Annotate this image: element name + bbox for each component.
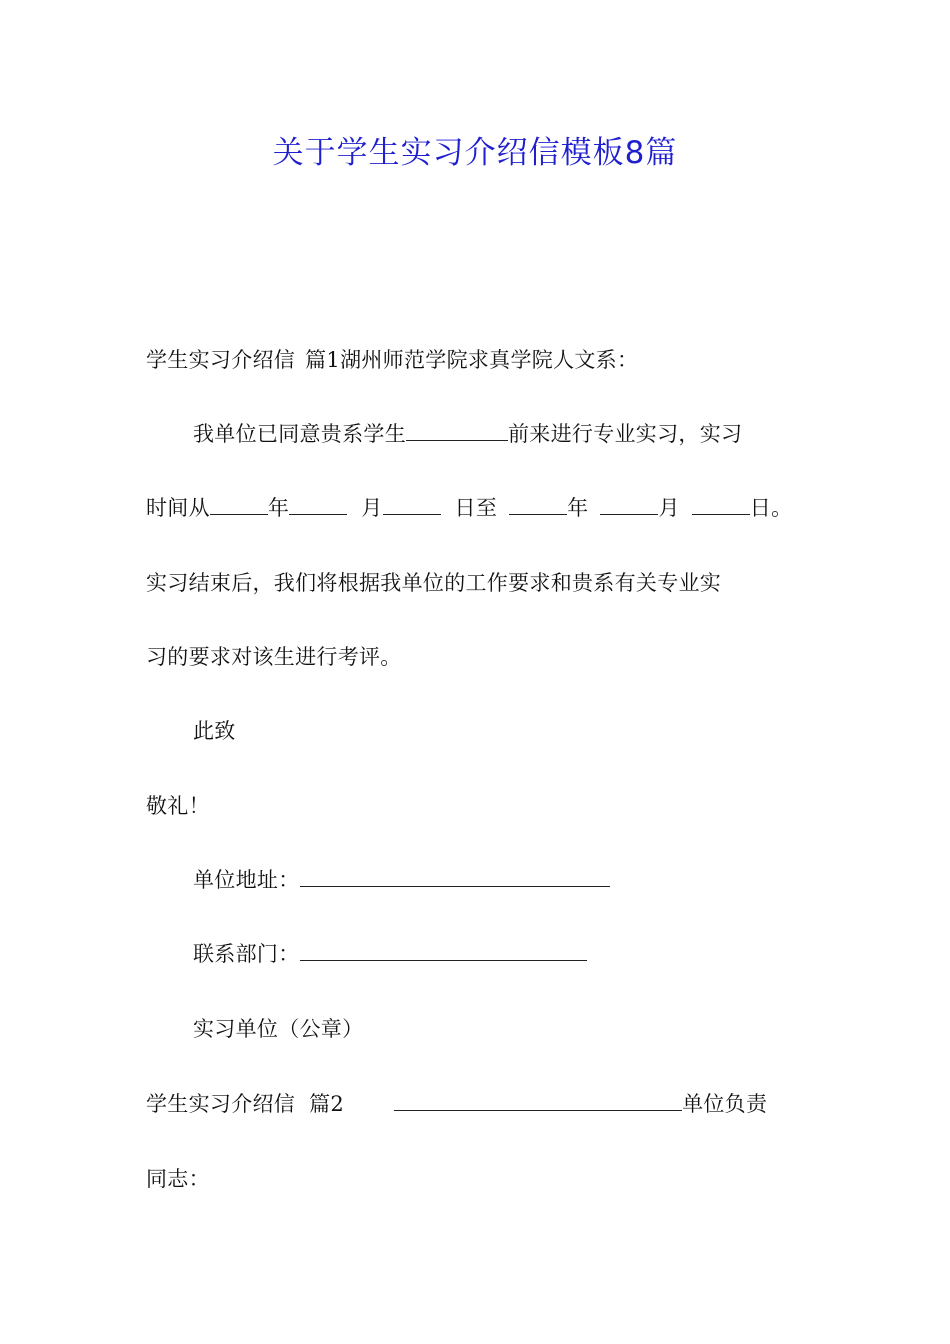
letter2-heading: 学生实习介绍信 xyxy=(146,1092,296,1116)
letter1-heading: 学生实习介绍信 xyxy=(146,348,296,372)
start-month-blank xyxy=(289,494,347,515)
closing-salute: 敬礼！ xyxy=(146,794,210,818)
month-label: 月 xyxy=(658,496,680,520)
closing-greeting: 此致 xyxy=(193,719,236,743)
letter1-body-line1 xyxy=(193,418,742,450)
address-label: 单位地址： xyxy=(193,868,300,892)
letter1-body-line2 xyxy=(146,492,792,524)
day-end-label: 日。 xyxy=(749,496,793,520)
address-line xyxy=(193,864,610,896)
seal-line: 实习单位（公章） xyxy=(193,1017,364,1041)
month-label: 月 xyxy=(361,496,383,520)
student-name-blank xyxy=(406,420,508,441)
letter1-recipient: 湖州师范学院求真学院人文系： xyxy=(340,348,639,372)
unit-name-blank xyxy=(394,1090,682,1111)
department-blank xyxy=(300,940,587,961)
end-day-blank xyxy=(692,494,750,515)
start-year-blank xyxy=(210,494,268,515)
year-label: 年 xyxy=(567,496,589,520)
letter2-after-blank: 单位负责 xyxy=(682,1092,768,1116)
start-day-blank xyxy=(383,494,441,515)
letter1-body-line4: 习的要求对该生进行考评。 xyxy=(146,645,402,669)
body-text: 前来进行专业实习，实习 xyxy=(508,422,743,446)
body-text: 我单位已同意贵系学生 xyxy=(193,422,406,446)
letter2-heading-num: 篇2 xyxy=(309,1092,345,1116)
letter1-body-line3: 实习结束后，我们将根据我单位的工作要求和贵系有关专业实 xyxy=(146,571,722,595)
department-line xyxy=(193,938,587,970)
document-title: 关于学生实习介绍信模板8篇 xyxy=(272,135,678,171)
address-blank xyxy=(300,866,610,887)
year-label: 年 xyxy=(267,496,290,520)
department-label: 联系部门： xyxy=(193,942,300,966)
day-to-label: 日至 xyxy=(454,496,498,520)
letter1-heading-num: 篇1 xyxy=(305,348,341,372)
end-month-blank xyxy=(600,494,658,515)
body-text: 时间从 xyxy=(146,496,210,520)
letter2-continuation: 同志： xyxy=(146,1167,210,1191)
end-year-blank xyxy=(509,494,567,515)
letter1-heading-line xyxy=(146,344,638,376)
letter2-heading-line xyxy=(146,1088,767,1120)
